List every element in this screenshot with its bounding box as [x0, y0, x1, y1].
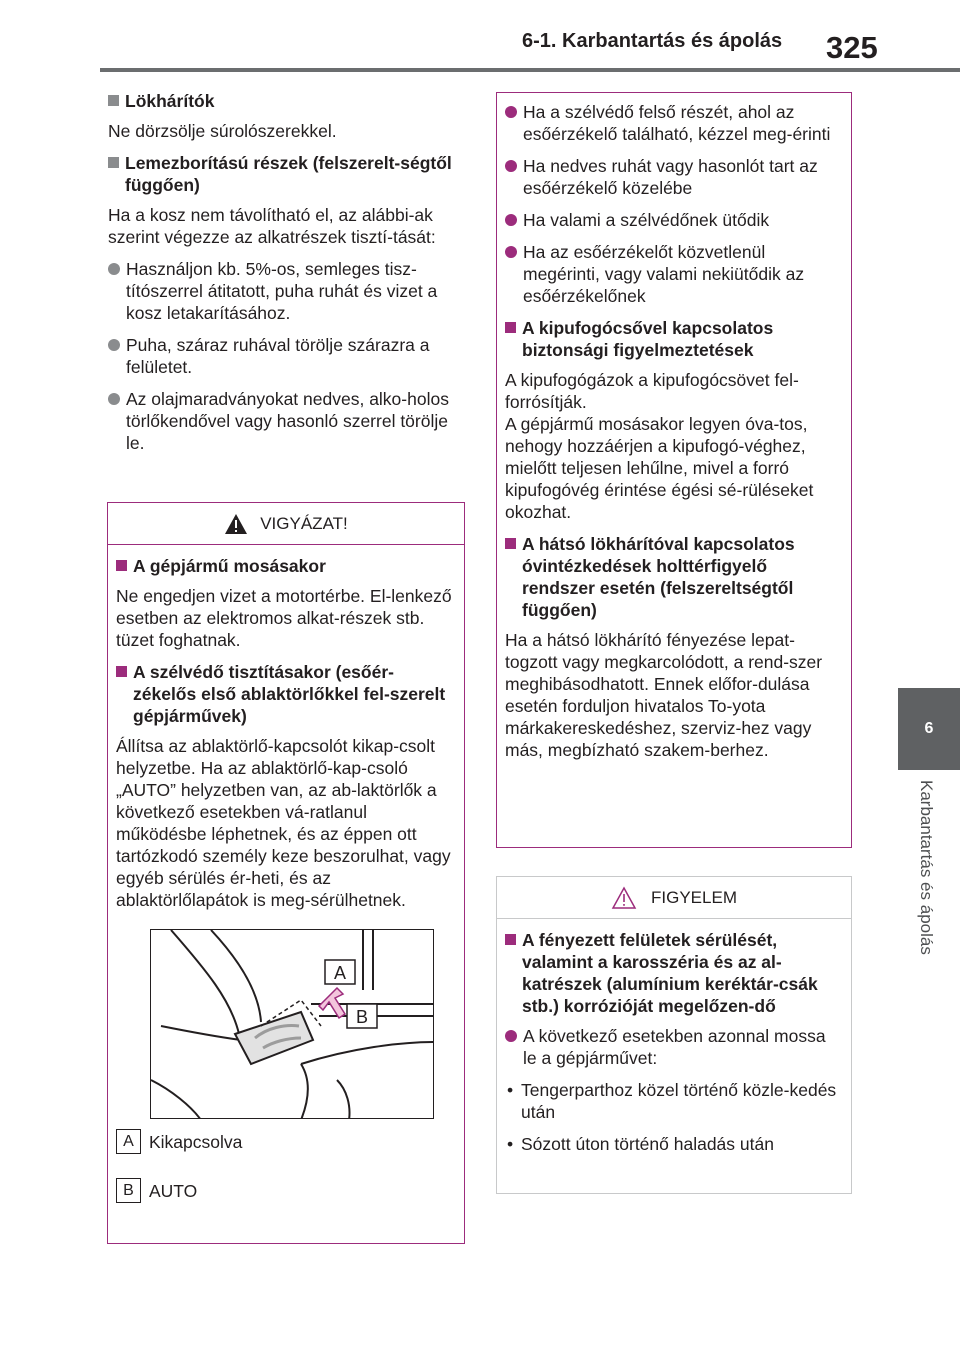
heading-bumpers: Lökhárítók [108, 90, 464, 112]
heading-windshield: A szélvédő tisztításakor (esőér-zékelős első ablaktörlőkkel fel-szerelt gépjárművek) [116, 661, 456, 727]
dot-bullet-icon [505, 106, 517, 118]
paragraph: Ne engedjen vizet a motortérbe. El-lenkező esetben az elektromos alkat-részek stb. tüzet foghatnak. [116, 586, 452, 650]
dot-bullet-icon [108, 339, 120, 351]
legend-label-a: Kikapcsolva [149, 1131, 243, 1152]
heading-exhaust: A kipufogócsővel kapcsolatos biztonsági figyelmeztetések [505, 317, 843, 361]
list-item: Ha nedves ruhát vagy hasonlót tart az esőérzékelő közelébe [505, 155, 843, 199]
square-bullet-icon [116, 560, 127, 571]
list-item: Használjon kb. 5%-os, semleges tisz-títószerrel átitatott, puha ruhát és vizet a kosz letakarításához. [108, 258, 464, 324]
warning-title-row [108, 503, 464, 545]
notice-title-row [497, 877, 851, 919]
wiper-lever-drawing [151, 930, 434, 1119]
legend-key-a: A [116, 1129, 141, 1154]
square-bullet-icon [108, 157, 119, 168]
square-bullet-icon [108, 95, 119, 106]
list-item: Ha valami a szélvédőnek ütődik [505, 209, 843, 231]
dot-bullet-icon [505, 160, 517, 172]
warning-title: VIGYÁZAT! [260, 513, 348, 533]
notice-triangle-icon [611, 886, 637, 910]
heading-paint-damage: A fényezett felületek sérülését, valamint a karosszéria és az al-katrészek (alumínium keréktár-csák stb.) korrózióját megelőzen-dő [505, 929, 843, 1017]
square-bullet-icon [116, 666, 127, 677]
wiper-switch-illustration [150, 929, 434, 1119]
callout-b: B [355, 1007, 369, 1027]
paragraph: A kipufogógázok a kipufogócsövet fel-forrósítják. A gépjármű mosásakor legyen óva-tos, nehogy hozzáérjen a kipufogó-véghez, mielőtt teljesen lehűlne, mivel a forró kipufogóvég érintése égési sé-rüléseket okozhat. [505, 370, 814, 522]
list-item: • Tengerparthoz közel történő közle-kedés után [507, 1080, 837, 1122]
dot-bullet-icon [505, 214, 517, 226]
heading-rear-bumper: A hátsó lökhárítóval kapcsolatos óvintézkedések holttérfigyelő rendszer esetén (felszereltségtől függően) [505, 533, 843, 621]
dot-bullet-icon [505, 1030, 517, 1042]
list-item: A következő esetekben azonnal mossa le a gépjárművet: [505, 1025, 843, 1069]
callout-a: A [333, 963, 347, 983]
heading-laminated-parts: Lemezborítású részek (felszerelt-ségtől függően) [108, 152, 464, 196]
header-rule [100, 68, 960, 72]
list-item: Az olajmaradványokat nedves, alko-holos törlőkendővel vagy hasonló szerrel törölje le. [108, 388, 464, 454]
left-column [108, 90, 464, 464]
chapter-label: Karbantartás és ápolás [917, 780, 936, 955]
chapter-tab: 6 [898, 688, 960, 770]
heading-washing: A gépjármű mosásakor [116, 555, 456, 577]
notice-box [496, 876, 852, 1194]
list-item: Ha a szélvédő felső részét, ahol az esőérzékelő található, kézzel meg-érinti [505, 101, 843, 145]
paragraph: Állítsa az ablaktörlő-kapcsolót kikap-csolt helyzetbe. Ha az ablaktörlő-kap-csoló „AUTO” helyzetben van, az ab-laktörlők a következő esetekben vá-ratlanul működésbe léphetnek, és az éppen ott tartózkodó személy keze beszorulhat, vagy egyéb sérülés ér-heti, és az ablaktörlőlapátok is meg-sérülhetnek. [116, 736, 451, 910]
warning-triangle-icon [224, 513, 248, 535]
paragraph: Ha a kosz nem távolítható el, az alábbi-ak szerint végezze az alkatrészek tisztí-tását: [108, 205, 436, 247]
dash-bullet-icon: • [507, 1080, 514, 1100]
legend-item-a [116, 1129, 456, 1154]
legend-key-b: B [116, 1178, 141, 1203]
list-item: • Sózott úton történő haladás után [507, 1134, 774, 1154]
square-bullet-icon [505, 934, 516, 945]
dot-bullet-icon [505, 246, 517, 258]
dot-bullet-icon [108, 263, 120, 275]
dash-bullet-icon: • [507, 1134, 514, 1154]
warning-box-continued [496, 92, 852, 848]
warning-box [107, 502, 465, 1244]
notice-title: FIGYELEM [651, 887, 737, 907]
dot-bullet-icon [108, 393, 120, 405]
legend-label-b: AUTO [149, 1180, 198, 1201]
list-item: Ha az esőérzékelőt közvetlenül megérinti, vagy valami nekiütődik az esőérzékelőnek [505, 241, 843, 307]
legend-item-b [116, 1178, 456, 1203]
page-number: 325 [826, 30, 878, 65]
section-title: 6-1. Karbantartás és ápolás [522, 30, 783, 52]
paragraph: Ne dörzsölje súrolószerekkel. [108, 121, 337, 141]
list-item: Puha, száraz ruhával törölje szárazra a felületet. [108, 334, 464, 378]
square-bullet-icon [505, 322, 516, 333]
square-bullet-icon [505, 538, 516, 549]
paragraph: Ha a hátsó lökhárító fényezése lepat-togzott vagy megkarcolódott, a rend-szer meghibásodhatott. Ennek előfor-dulása esetén forduljon hivatalos To-yota márkakereskedéshez, szerviz-hez vagy más, megbízható szakem-berhez. [505, 630, 823, 760]
